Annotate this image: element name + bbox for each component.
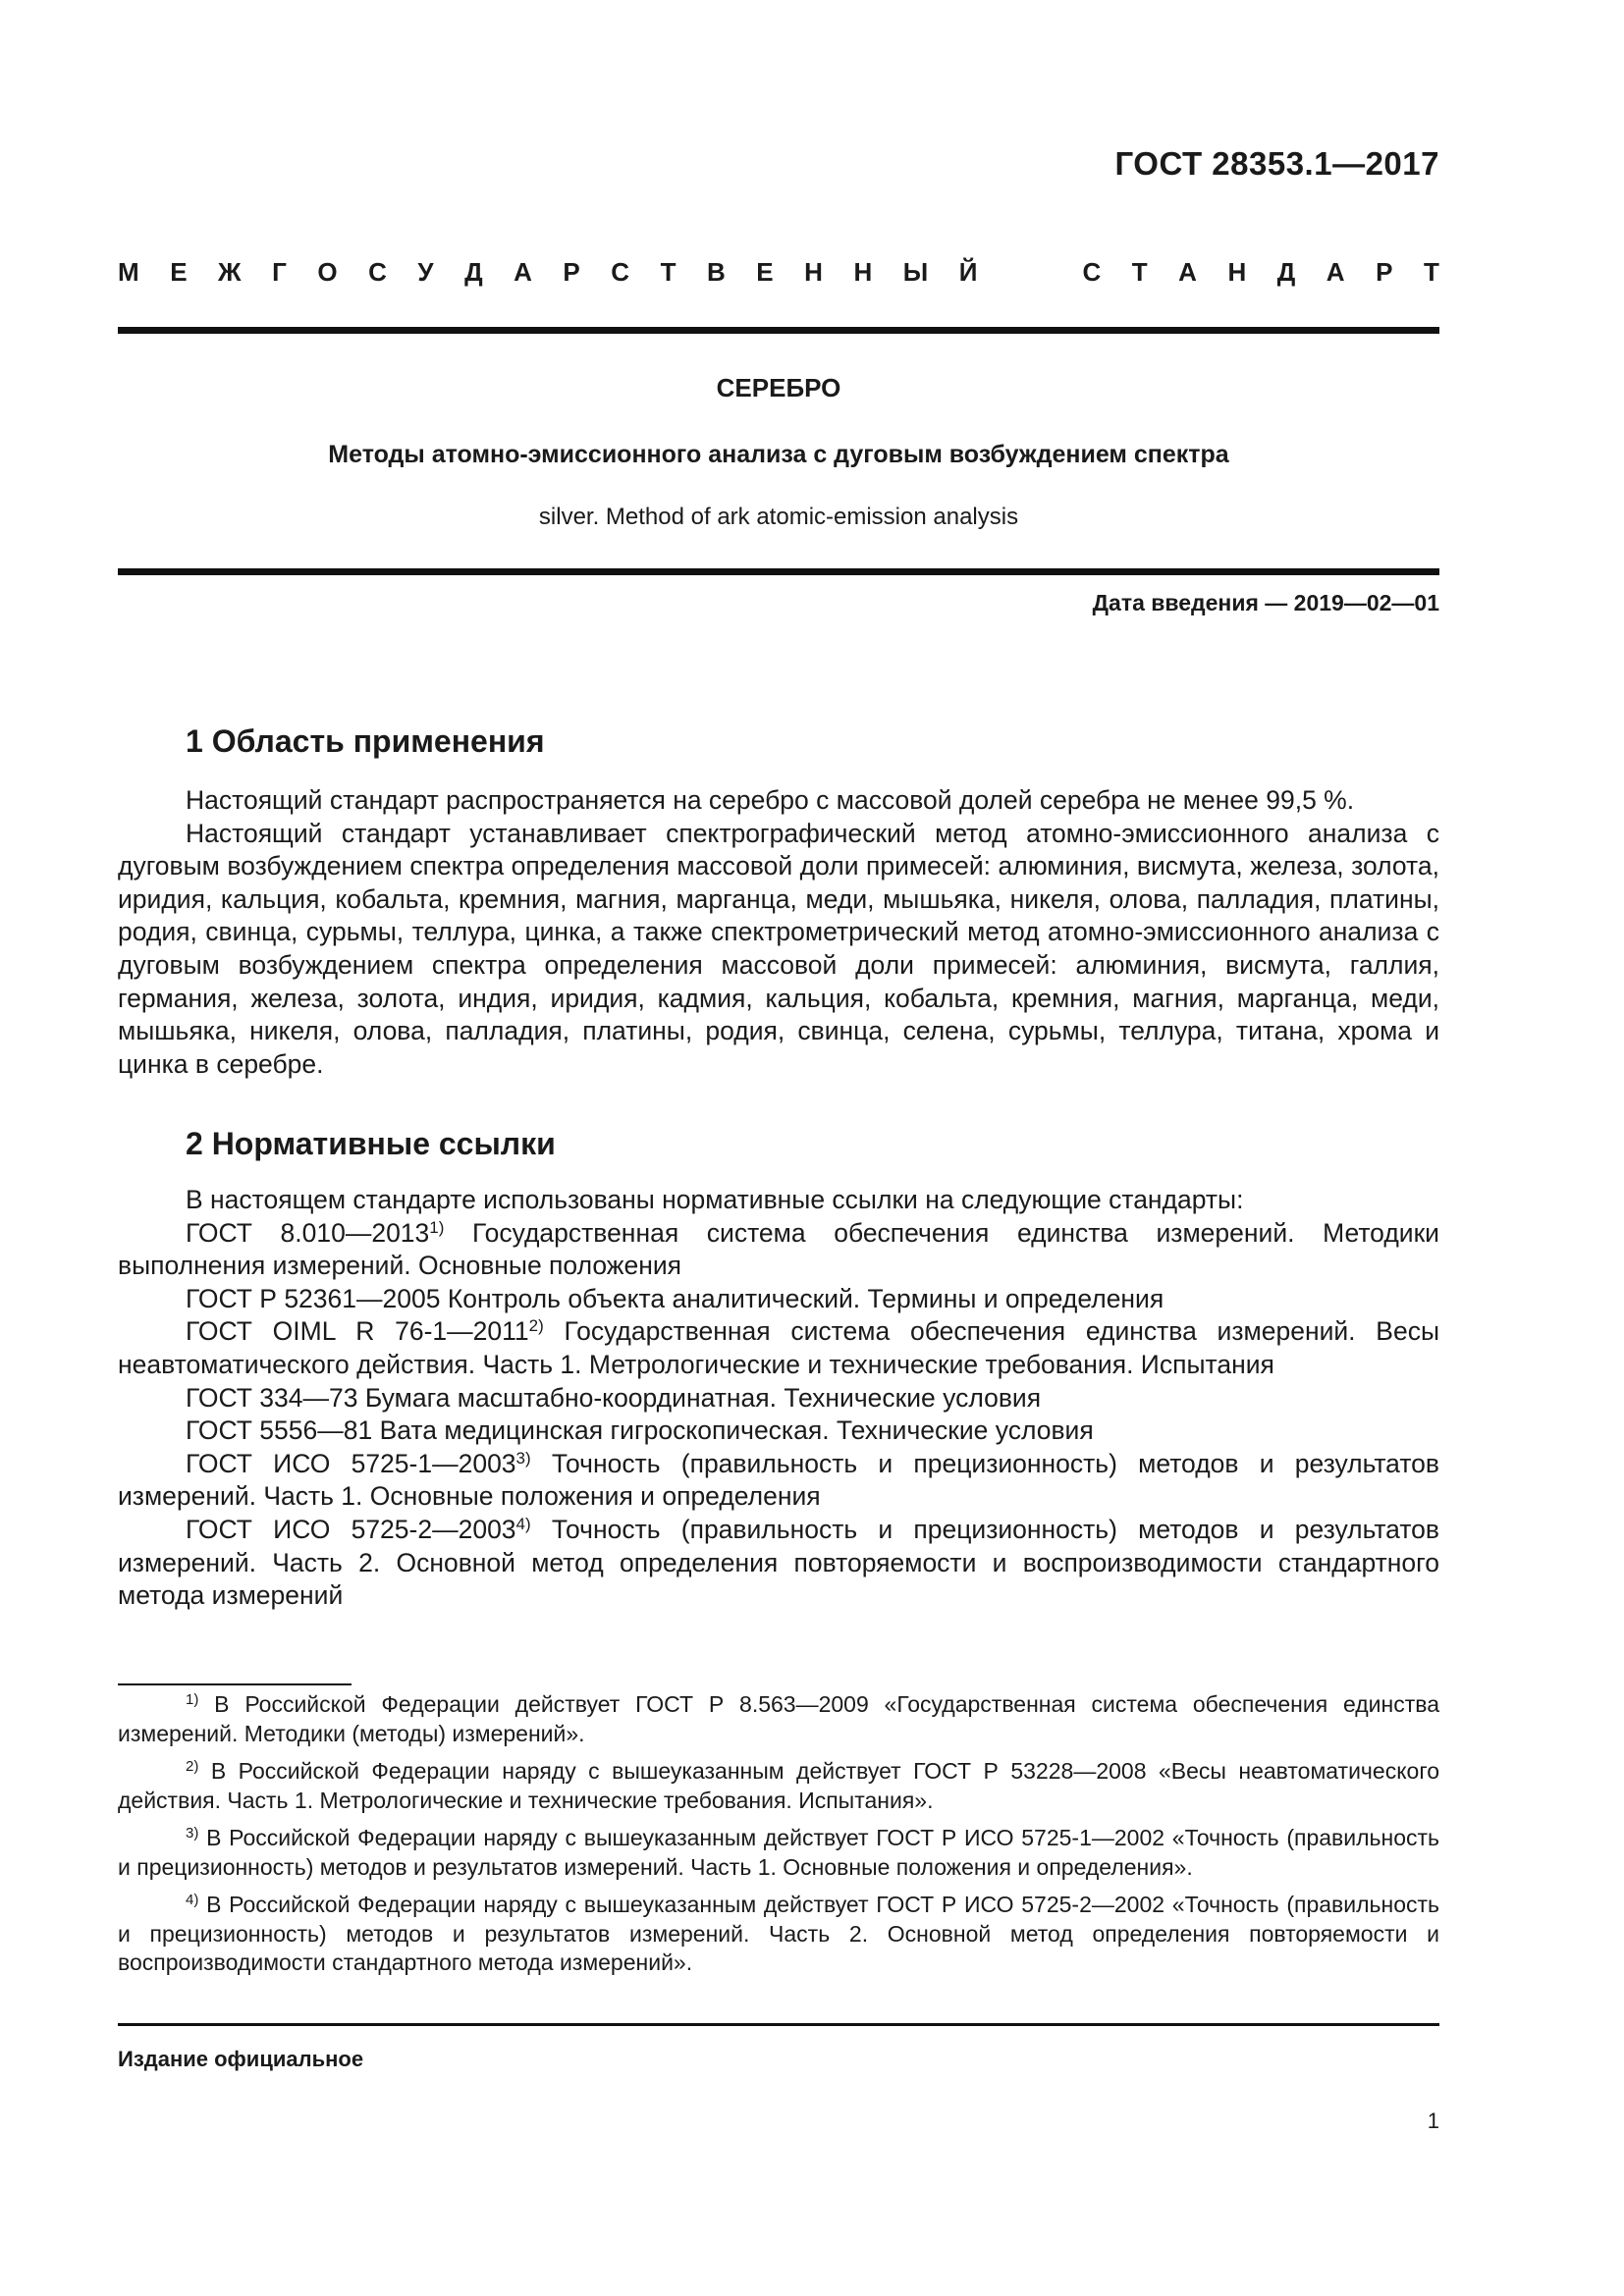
banner-word-gap (1008, 257, 1052, 288)
banner-letter: Е (756, 257, 774, 287)
official-edition-label: Издание официальное (118, 2047, 364, 2071)
banner-letter: Ы (902, 257, 929, 287)
reference-title: Точность (правильность и прецизионность) методов и результатов измерений. Часть 1. Основные положения и определения (118, 1448, 1439, 1512)
reference-code: ГОСТ OIML R 76-1—2011 (186, 1316, 529, 1347)
page-number: 1 (1427, 2109, 1439, 2133)
footnote-text: В Российской Федерации наряду с вышеуказанным действует ГОСТ Р ИСО 5725-1—2002 «Точность (правильность и прецизионность) методов и результатов измерений. Часть 1. Основные положения и определения». (118, 1825, 1440, 1880)
paragraph: Настоящий стандарт устанавливает спектрографический метод атомно-эмиссионного анализа с дуговым возбуждением спектра определения массовой доли примесей: алюминия, висмута, железа, золота, иридия, кальция, кобальта, кремния, магния, марганца, меди, мышьяка, никеля, олова, палладия, платины, родия, свинца, сурьмы, теллура, цинка, а также спектрометрический метод атомно-эмиссионного анализа с дуговым возбуждением спектра определения массовой доли примесей: алюминия, висмута, галлия, германия, железа, золота, индия, иридия, кадмия, кальция, кобальта, кремния, магния, марганца, меди, мышьяка, никеля, олова, палладия, платины, родия, свинца, селена, сурьмы, теллура, титана, хрома и цинка в серебре. (118, 818, 1439, 1079)
section-1-heading: 1 Область применения (186, 723, 545, 759)
header-divider (118, 327, 1439, 334)
banner-letter: Д (464, 257, 483, 287)
document-subtitle: Методы атомно-эмиссионного анализа с дуговым возбуждением спектра (328, 441, 1229, 468)
footnote-separator (118, 1683, 352, 1685)
reference-code: ГОСТ 8.010—2013 (186, 1217, 430, 1248)
banner-letter: Е (170, 257, 188, 287)
banner-letter: Ж (218, 257, 242, 287)
footnote-mark: 4) (515, 1514, 531, 1533)
footer-divider (118, 2023, 1439, 2026)
banner-letter: Р (1376, 257, 1393, 287)
banner-letter: М (118, 257, 139, 287)
banner-letter: Т (1423, 257, 1439, 287)
reference-item (118, 1217, 1439, 1283)
reference-code: ГОСТ 334—73 (186, 1382, 358, 1413)
banner-letter: Н (853, 257, 873, 287)
footnote-text: В Российской Федерации действует ГОСТ Р 8.563—2009 «Государственная система обеспечения единства измерений. Методики (методы) измерений». (118, 1691, 1440, 1746)
banner-letter: Р (563, 257, 580, 287)
footnote-mark: 1) (429, 1217, 445, 1237)
document-number: ГОСТ 28353.1—2017 (1114, 145, 1439, 182)
banner-letter: Д (1276, 257, 1296, 287)
reference-title: Бумага масштабно-координатная. Технические условия (364, 1382, 1042, 1413)
section-1-body (118, 784, 1439, 1081)
footnote-mark: 2) (528, 1316, 544, 1336)
banner-letter: Г (272, 257, 287, 287)
reference-item (118, 1415, 1439, 1448)
footnote-text: В Российской Федерации наряду с вышеуказанным действует ГОСТ Р ИСО 5725-2—2002 «Точность (правильность и прецизионность) методов и результатов измерений. Часть 2. Основной метод определения повторяемости и воспроизводимости стандартного метода измерений». (118, 1892, 1440, 1975)
footnote-mark: 1) (186, 1691, 199, 1708)
banner-letter: Н (1227, 257, 1247, 287)
paragraph: Настоящий стандарт распространяется на серебро с массовой долей серебра не менее 99,5 %. (186, 785, 1355, 815)
banner-letter: О (317, 257, 338, 287)
footnote (118, 1690, 1439, 1748)
document-title: СЕРЕБРО (716, 373, 841, 402)
reference-item (118, 1283, 1439, 1316)
footnote-mark: 3) (186, 1825, 199, 1842)
reference-item (118, 1315, 1439, 1381)
banner-letter: Й (958, 257, 978, 287)
reference-item (118, 1382, 1439, 1415)
title-divider (118, 568, 1439, 575)
banner-letter: А (1326, 257, 1345, 287)
section-2-body (118, 1184, 1439, 1613)
footnote-mark: 2) (186, 1758, 199, 1775)
footnote (118, 1824, 1439, 1882)
reference-title: Контроль объекта аналитический. Термины и определения (447, 1283, 1164, 1313)
banner-letter: У (417, 257, 434, 287)
footnote-text: В Российской Федерации наряду с вышеуказанным действует ГОСТ Р 53228—2008 «Весы неавтоматического действия. Часть 1. Метрологические и технические требования. Испытания». (118, 1758, 1439, 1813)
footnote-mark: 3) (515, 1448, 531, 1468)
footnote (118, 1891, 1439, 1978)
banner-letter: А (1178, 257, 1197, 287)
banner-letter: Т (660, 257, 677, 287)
banner-letter: С (1082, 257, 1102, 287)
english-title: silver. Method of ark atomic-emission analysis (538, 504, 1019, 530)
reference-title: Государственная система обеспечения единства измерений. Методики выполнения измерений. Основные положения (118, 1217, 1439, 1281)
footnotes (118, 1690, 1439, 1987)
introduction-date: Дата введения — 2019—02—01 (1092, 590, 1439, 615)
banner-letter: С (611, 257, 630, 287)
paragraph: В настоящем стандарте использованы нормативные ссылки на следующие стандарты: (186, 1185, 1244, 1214)
interstate-standard-banner (118, 257, 1439, 288)
reference-title: Государственная система обеспечения единства измерений. Весы неавтоматического действия. Часть 1. Метрологические и технические требования. Испытания (118, 1316, 1439, 1379)
footnote (118, 1757, 1439, 1815)
banner-letter: В (706, 257, 726, 287)
reference-title: Точность (правильность и прецизионность) методов и результатов измерений. Часть 2. Основной метод определения повторяемости и воспроизводимости стандартного метода измерений (118, 1514, 1439, 1611)
banner-letter: Н (804, 257, 823, 287)
banner-letter: Т (1131, 257, 1148, 287)
reference-code: ГОСТ Р 52361—2005 (186, 1283, 441, 1313)
footnote-mark: 4) (186, 1892, 199, 1908)
reference-code: ГОСТ 5556—81 (186, 1415, 373, 1446)
banner-letter: А (514, 257, 532, 287)
banner-letter: С (368, 257, 387, 287)
reference-item (118, 1448, 1439, 1514)
reference-title: Вата медицинская гигроскопическая. Технические условия (379, 1415, 1094, 1446)
reference-code: ГОСТ ИСО 5725-1—2003 (186, 1448, 516, 1478)
section-2-heading: 2 Нормативные ссылки (186, 1126, 556, 1161)
reference-item (118, 1514, 1439, 1613)
reference-code: ГОСТ ИСО 5725-2—2003 (186, 1514, 516, 1544)
